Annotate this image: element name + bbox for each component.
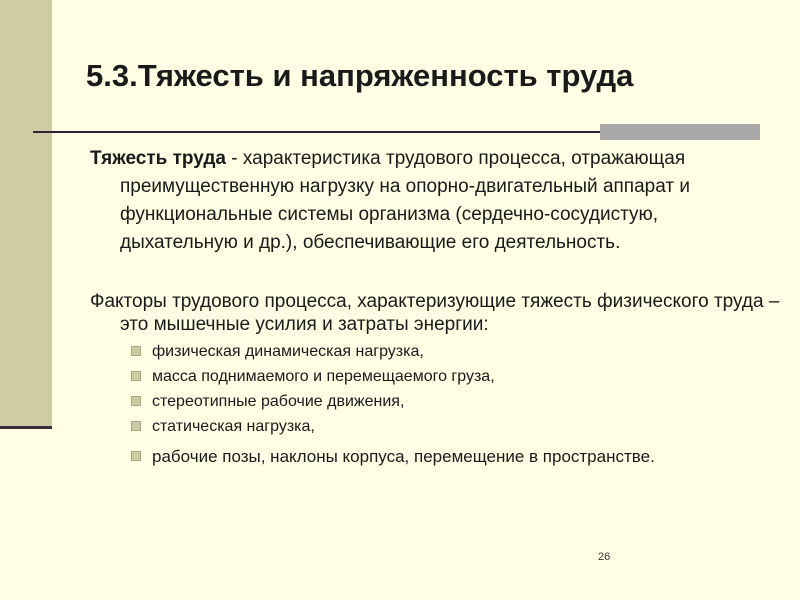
square-bullet-icon: [131, 346, 141, 356]
list-item-text: масса поднимаемого и перемещаемого груза,: [152, 368, 495, 385]
square-bullet-icon: [131, 371, 141, 381]
list-item: [128, 364, 780, 389]
list-item-text: статическая нагрузка,: [152, 418, 315, 435]
side-bar-underline: [0, 426, 52, 429]
definition-term: Тяжесть труда: [90, 148, 226, 169]
definition-text: - характеристика трудового процесса, отражающая преимущественную нагрузку на опорно-двигательный аппарат и функциональные системы организма (сердечно-сосудистую, дыхательную и др.), обеспечивающие его деятельность.: [120, 148, 690, 253]
title-accent-bar: [600, 124, 760, 140]
slide-body: [90, 145, 780, 469]
square-bullet-icon: [131, 421, 141, 431]
list-item: [128, 339, 780, 364]
list-item-text: стереотипные рабочие движения,: [152, 393, 405, 410]
square-bullet-icon: [131, 451, 141, 461]
square-bullet-icon: [131, 396, 141, 406]
list-item: [128, 389, 780, 414]
decorative-side-bar: [0, 0, 52, 428]
definition-paragraph: [90, 145, 780, 257]
list-item-text: физическая динамическая нагрузка,: [152, 343, 424, 360]
factors-paragraph: Факторы трудового процесса, характеризующие тяжесть физического труда – это мышечные усилия и затраты энергии:: [90, 291, 780, 335]
list-item: [128, 444, 780, 469]
page-number: 26: [598, 551, 611, 563]
list-item: [128, 414, 780, 439]
list-item-text: рабочие позы, наклоны корпуса, перемещение в пространстве.: [152, 447, 655, 466]
slide-title: 5.3.Тяжесть и напряженность труда: [86, 58, 634, 93]
factors-list: [90, 339, 780, 469]
